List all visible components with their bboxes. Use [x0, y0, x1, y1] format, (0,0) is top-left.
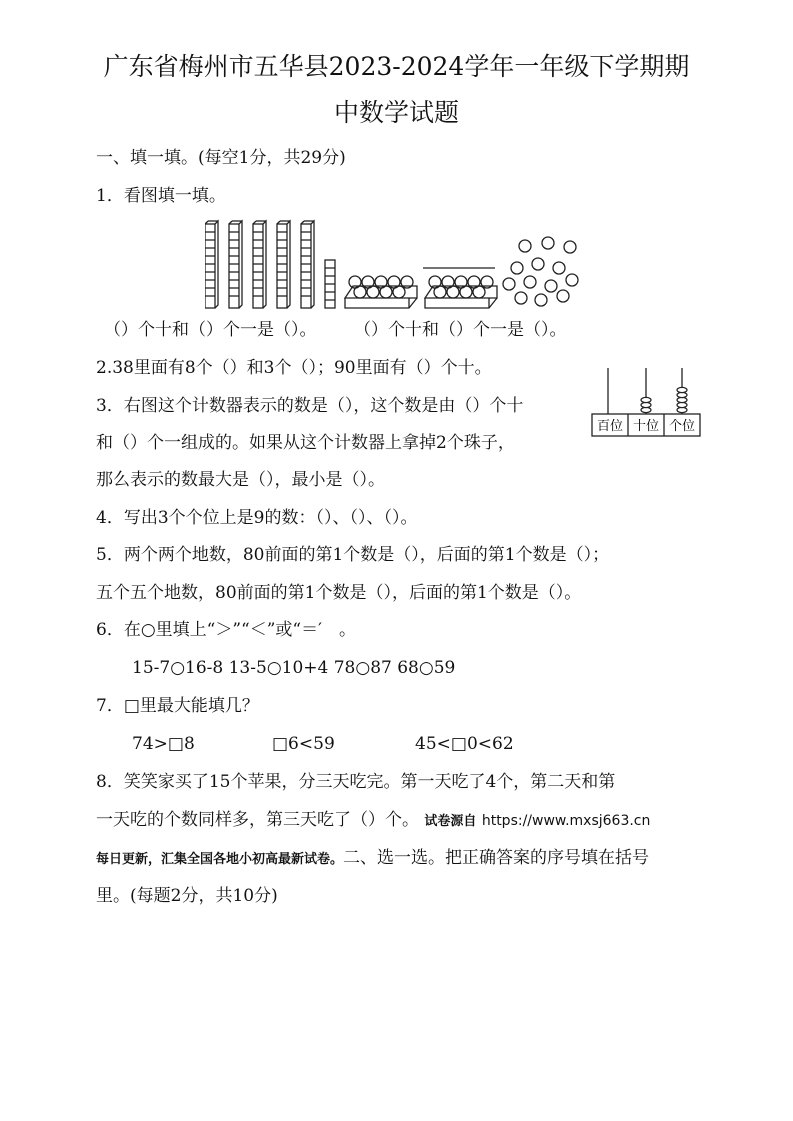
- question-4: 4．写出3个个位上是9的数：（）、（）、（）。: [96, 508, 418, 528]
- source-note: 每日更新，汇集全国各地小初高最新试卷。: [96, 852, 344, 867]
- question-3-line2: 和（）个一组成的。如果从这个计数器上拿掉2个珠子，: [96, 433, 515, 453]
- question-8-line3: [96, 846, 649, 872]
- question-7-item-1: 74>□8: [132, 734, 195, 754]
- abacus-icon: [590, 364, 702, 440]
- section2-heading-line2: 里。(每题2分，共10分): [96, 886, 278, 906]
- question-5-line2: 五个五个地数，80前面的第1个数是（），后面的第1个数是（）。: [96, 583, 582, 603]
- section-heading: 一、填一填。(每空1分，共29分): [96, 148, 346, 168]
- q1-caption-left: （）个十和（）个一是（）。: [104, 320, 317, 340]
- question-7-item-2: □6<59: [272, 734, 335, 754]
- question-5-line1: 5．两个两个地数，80前面的第1个数是（），后面的第1个数是（）；: [96, 545, 610, 565]
- egg-tray-icon: [423, 268, 497, 308]
- ten-rods-icon: [205, 221, 335, 308]
- question-7-item-3: 45<□0<62: [415, 734, 514, 754]
- source-label: 试卷源自: [424, 814, 477, 829]
- question-8-line1: 8．笑笑家买了15个苹果，分三天吃完。第一天吃了4个，第二天和第: [96, 772, 616, 792]
- egg-tray-icon: [345, 276, 417, 308]
- abacus-label-hundreds: 百位: [596, 419, 624, 434]
- page-title: 广东省梅州市五华县2023-2024学年一年级下学期期: [103, 52, 690, 81]
- section2-heading: 二、选一选。把正确答案的序号填在括号: [343, 848, 650, 868]
- question-3-line1: 3．右图这个计数器表示的数是（），这个数是由（）个十: [96, 396, 524, 416]
- q1-figure: [205, 218, 595, 318]
- question-1: 1．看图填一填。: [96, 186, 226, 206]
- abacus-label-tens: 十位: [632, 419, 660, 434]
- question-2: 2.38里面有8个（）和3个（）；90里面有（）个十。: [96, 358, 492, 378]
- abacus-label-ones: 个位: [668, 419, 696, 434]
- source-url-link[interactable]: https://www.mxsj663.cn: [481, 813, 651, 829]
- page-title-line2: 中数学试题: [333, 98, 459, 127]
- question-6: 6．在○里填上“＞”“＜”或“＝′ 。: [96, 620, 356, 640]
- question-6-items: 15-7○16-8 13-5○10+4 78○87 68○59: [132, 658, 456, 678]
- question-3-line3: 那么表示的数最大是（），最小是（）。: [96, 470, 385, 490]
- question-8-line2-text: 一天吃的个数同样多，第三天吃了（）个。: [96, 810, 419, 830]
- question-7: 7．□里最大能填几？: [96, 696, 259, 716]
- question-8-line2: [96, 808, 650, 834]
- q1-caption-right: （）个十和（）个一是（）。: [354, 320, 567, 340]
- loose-circles-icon: [503, 237, 578, 306]
